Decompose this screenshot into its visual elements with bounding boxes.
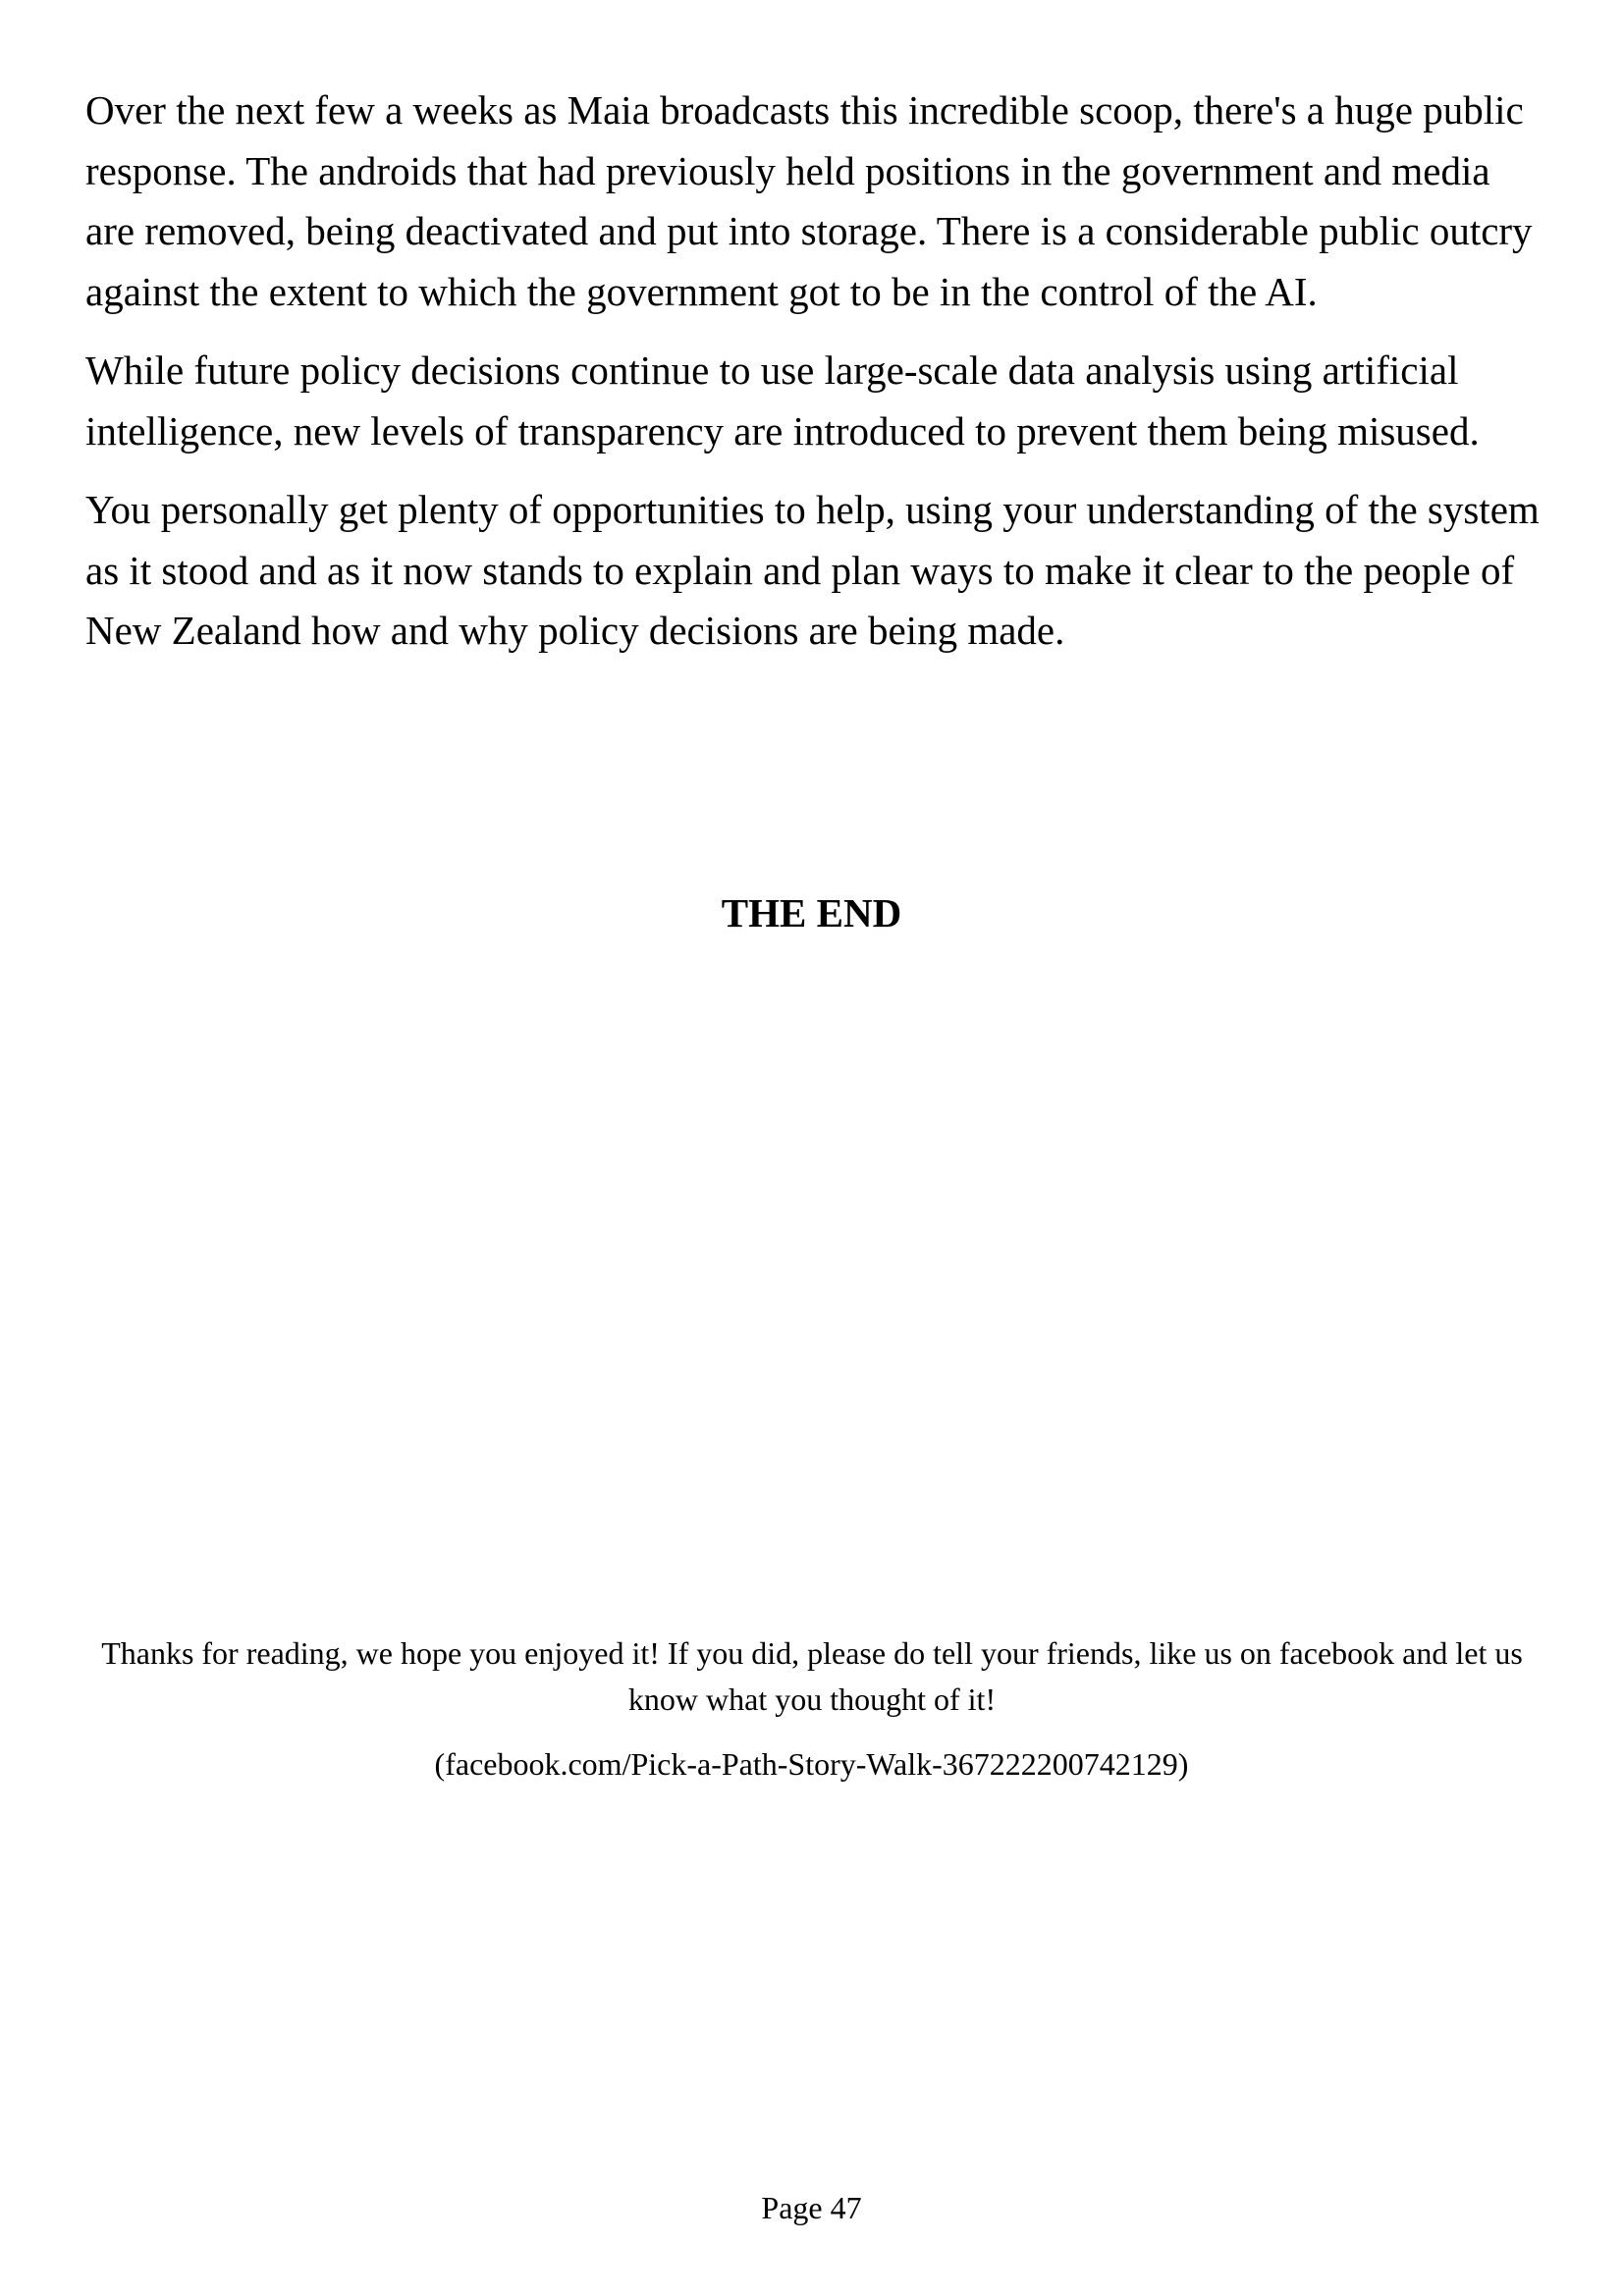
story-paragraph-1: Over the next few a weeks as Maia broadcasts this incredible scoop, there's a huge public response. The androids that had previously held positions in the government and media are removed, being deactivated and put into storage. There is a considerable public outcry against the extent to which the government got to be in the control of the AI. — [85, 87, 1533, 314]
facebook-link-text: (facebook.com/Pick-a-Path-Story-Walk-367222200742129) — [434, 1746, 1189, 1782]
story-body — [85, 80, 1548, 680]
story-paragraph-2: While future policy decisions continue to use large-scale data analysis using artificial intelligence, new levels of transparency are introduced to prevent them being misused. — [85, 347, 1480, 454]
story-paragraph-3: You personally get plenty of opportunities to help, using your understanding of the system as it stood and as it now stands to explain and plan ways to make it clear to the people of New Zealand how and why policy decisions are being made. — [85, 487, 1540, 653]
page-number: Page 47 — [761, 2190, 862, 2225]
thanks-note: Thanks for reading, we hope you enjoyed it! If you did, please do tell your friends, like us on facebook and let us know what you thought of it! — [101, 1635, 1523, 1717]
ending-heading: THE END — [721, 890, 902, 935]
